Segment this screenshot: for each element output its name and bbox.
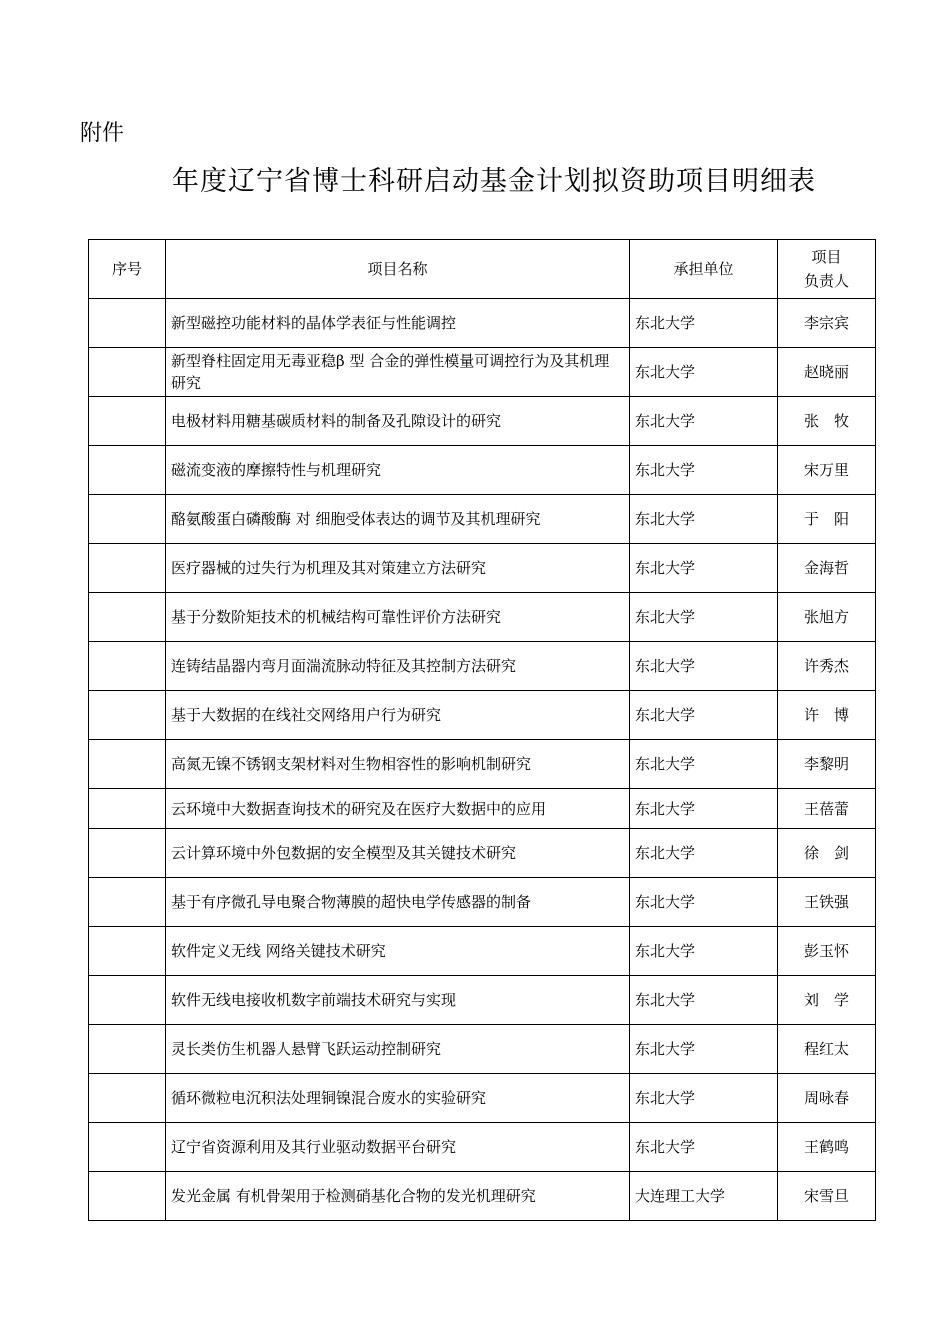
cell-no <box>89 927 166 976</box>
cell-project-name: 发光金属 有机骨架用于检测硝基化合物的发光机理研究 <box>166 1172 630 1221</box>
table-header-row <box>89 240 876 299</box>
cell-lead: 李黎明 <box>778 740 876 789</box>
cell-project-name: 医疗器械的过失行为机理及其对策建立方法研究 <box>166 544 630 593</box>
table-row <box>89 740 876 789</box>
cell-lead: 王铁强 <box>778 878 876 927</box>
cell-no <box>89 495 166 544</box>
cell-project-name: 新型磁控功能材料的晶体学表征与性能调控 <box>166 299 630 348</box>
cell-lead: 王鹤鸣 <box>778 1123 876 1172</box>
column-header-unit: 承担单位 <box>630 240 778 299</box>
cell-unit: 东北大学 <box>630 740 778 789</box>
cell-project-name: 连铸结晶器内弯月面湍流脉动特征及其控制方法研究 <box>166 642 630 691</box>
table-row <box>89 1123 876 1172</box>
cell-unit: 东北大学 <box>630 397 778 446</box>
cell-no <box>89 740 166 789</box>
cell-unit: 东北大学 <box>630 348 778 397</box>
table-row <box>89 927 876 976</box>
cell-unit: 东北大学 <box>630 1074 778 1123</box>
cell-unit: 东北大学 <box>630 299 778 348</box>
cell-unit: 东北大学 <box>630 829 778 878</box>
cell-lead: 许秀杰 <box>778 642 876 691</box>
cell-no <box>89 1123 166 1172</box>
cell-unit: 东北大学 <box>630 495 778 544</box>
table-row <box>89 878 876 927</box>
cell-project-name: 软件无线电接收机数字前端技术研究与实现 <box>166 976 630 1025</box>
table-row <box>89 1025 876 1074</box>
cell-project-name: 软件定义无线 网络关键技术研究 <box>166 927 630 976</box>
cell-lead: 李宗宾 <box>778 299 876 348</box>
table-row <box>89 789 876 829</box>
cell-unit: 东北大学 <box>630 927 778 976</box>
cell-no <box>89 544 166 593</box>
table-row <box>89 593 876 642</box>
cell-lead: 张旭方 <box>778 593 876 642</box>
table-row <box>89 299 876 348</box>
table-row <box>89 544 876 593</box>
table-row <box>89 829 876 878</box>
cell-no <box>89 829 166 878</box>
table-row <box>89 691 876 740</box>
cell-lead: 金海哲 <box>778 544 876 593</box>
cell-no <box>89 299 166 348</box>
cell-unit: 东北大学 <box>630 976 778 1025</box>
cell-lead: 刘 学 <box>778 976 876 1025</box>
table-row <box>89 1074 876 1123</box>
attachment-label: 附件 <box>80 121 125 146</box>
cell-no <box>89 348 166 397</box>
cell-project-name: 基于有序微孔导电聚合物薄膜的超快电学传感器的制备 <box>166 878 630 927</box>
table-row <box>89 446 876 495</box>
cell-project-name: 云计算环境中外包数据的安全模型及其关键技术研究 <box>166 829 630 878</box>
cell-lead: 张 牧 <box>778 397 876 446</box>
column-header-lead-line2: 负责人 <box>803 272 849 290</box>
cell-no <box>89 446 166 495</box>
cell-project-name: 电极材料用糖基碳质材料的制备及孔隙设计的研究 <box>166 397 630 446</box>
cell-unit: 东北大学 <box>630 446 778 495</box>
table-row <box>89 397 876 446</box>
cell-unit: 东北大学 <box>630 878 778 927</box>
table-row <box>89 976 876 1025</box>
cell-unit: 东北大学 <box>630 1123 778 1172</box>
column-header-no: 序号 <box>89 240 166 299</box>
cell-lead: 宋万里 <box>778 446 876 495</box>
cell-project-name: 基于大数据的在线社交网络用户行为研究 <box>166 691 630 740</box>
cell-unit: 东北大学 <box>630 691 778 740</box>
cell-unit: 大连理工大学 <box>630 1172 778 1221</box>
column-header-lead-line1: 项目 <box>811 248 842 266</box>
cell-unit: 东北大学 <box>630 544 778 593</box>
cell-lead: 王蓓蕾 <box>778 789 876 829</box>
cell-no <box>89 1172 166 1221</box>
cell-unit: 东北大学 <box>630 789 778 829</box>
page-title: 年度辽宁省博士科研启动基金计划拟资助项目明细表 <box>172 166 816 197</box>
cell-lead: 许 博 <box>778 691 876 740</box>
table-row <box>89 1172 876 1221</box>
cell-no <box>89 789 166 829</box>
cell-no <box>89 1074 166 1123</box>
cell-project-name: 磁流变液的摩擦特性与机理研究 <box>166 446 630 495</box>
cell-lead: 赵晓丽 <box>778 348 876 397</box>
cell-project-name: 基于分数阶矩技术的机械结构可靠性评价方法研究 <box>166 593 630 642</box>
column-header-name: 项目名称 <box>166 240 630 299</box>
cell-no <box>89 642 166 691</box>
cell-unit: 东北大学 <box>630 1025 778 1074</box>
table-row <box>89 495 876 544</box>
table-row <box>89 642 876 691</box>
cell-no <box>89 1025 166 1074</box>
cell-unit: 东北大学 <box>630 593 778 642</box>
cell-project-name: 酪氨酸蛋白磷酸酶 对 细胞受体表达的调节及其机理研究 <box>166 495 630 544</box>
column-header-lead <box>778 240 876 299</box>
cell-no <box>89 691 166 740</box>
cell-project-name: 辽宁省资源利用及其行业驱动数据平台研究 <box>166 1123 630 1172</box>
cell-project-name: 新型脊柱固定用无毒亚稳β 型 合金的弹性模量可调控行为及其机理研究 <box>166 348 630 397</box>
cell-no <box>89 397 166 446</box>
cell-project-name: 循环微粒电沉积法处理铜镍混合废水的实验研究 <box>166 1074 630 1123</box>
cell-no <box>89 976 166 1025</box>
cell-unit: 东北大学 <box>630 642 778 691</box>
cell-no <box>89 878 166 927</box>
cell-no <box>89 593 166 642</box>
cell-project-name: 灵长类仿生机器人悬臂飞跃运动控制研究 <box>166 1025 630 1074</box>
cell-project-name: 云环境中大数据查询技术的研究及在医疗大数据中的应用 <box>166 789 630 829</box>
table-row <box>89 348 876 397</box>
cell-lead: 宋雪旦 <box>778 1172 876 1221</box>
cell-lead: 徐 剑 <box>778 829 876 878</box>
cell-lead: 彭玉怀 <box>778 927 876 976</box>
cell-project-name: 高氮无镍不锈钢支架材料对生物相容性的影响机制研究 <box>166 740 630 789</box>
project-table <box>88 239 876 1221</box>
cell-lead: 周咏春 <box>778 1074 876 1123</box>
cell-lead: 于 阳 <box>778 495 876 544</box>
cell-lead: 程红太 <box>778 1025 876 1074</box>
